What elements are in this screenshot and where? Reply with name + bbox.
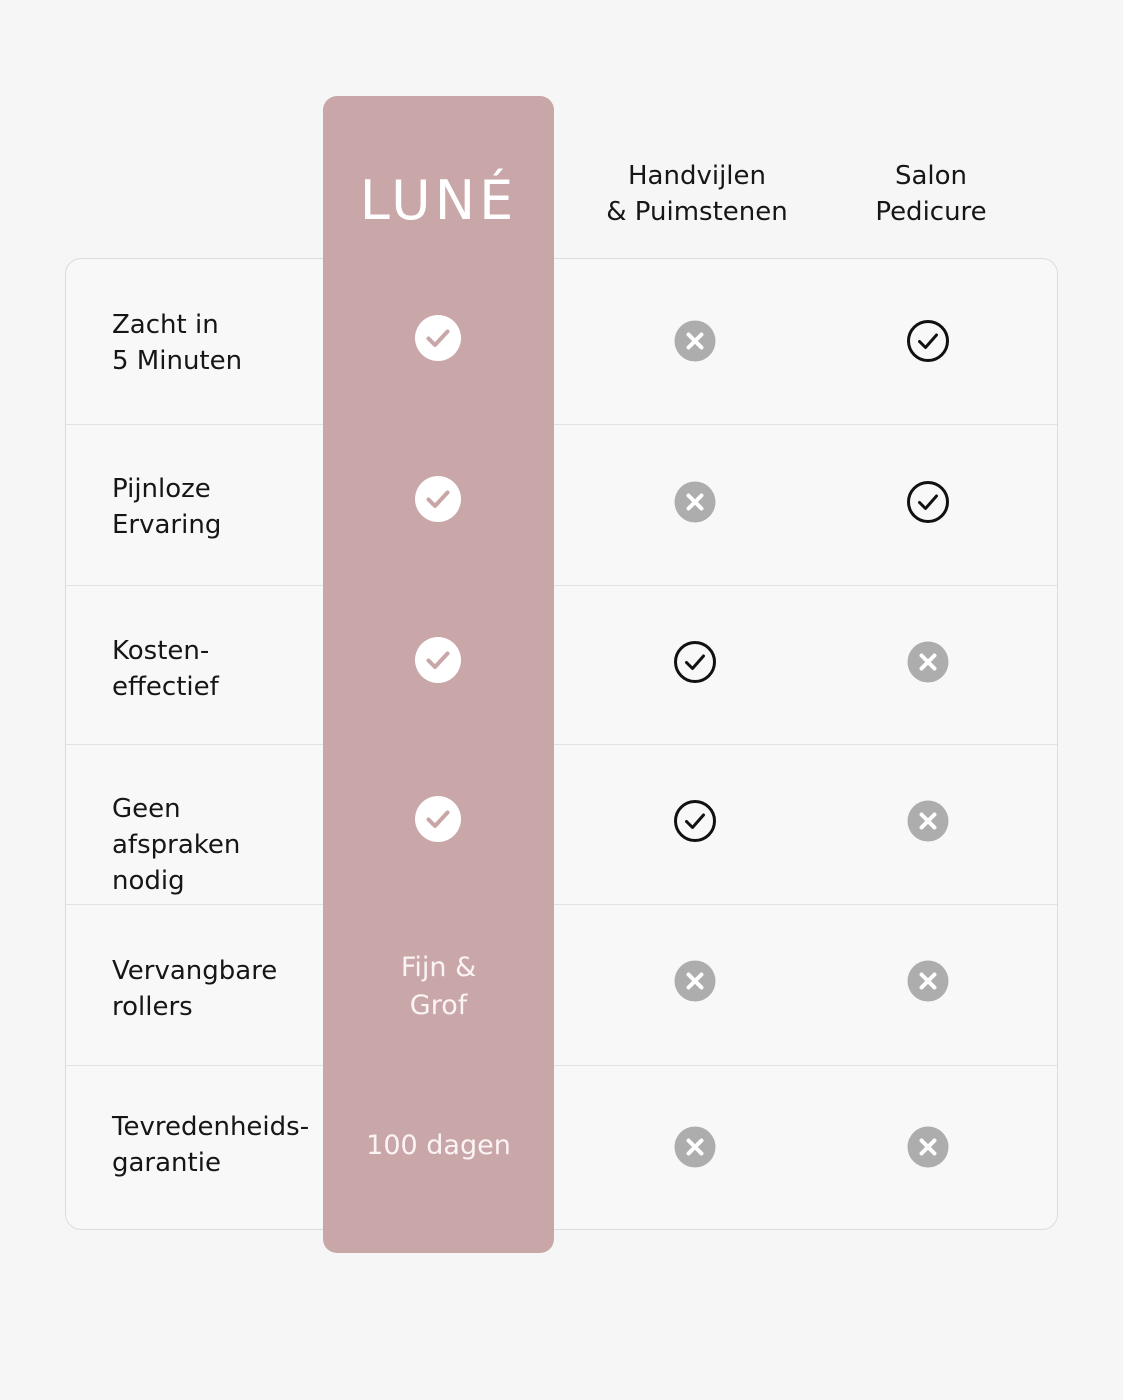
x-circle-gray-icon (672, 1124, 718, 1170)
brand-value-rollers: Fijn & Grof (400, 952, 477, 1021)
check-circle-white-icon (415, 315, 461, 361)
row-divider (66, 904, 1057, 905)
row-divider (66, 1065, 1057, 1066)
column-header-handvijlen: Handvijlen & Puimstenen (606, 161, 788, 227)
check-circle-white-icon (415, 637, 461, 683)
column-header-salon: Salon Pedicure (875, 161, 987, 227)
row-divider (66, 585, 1057, 586)
brand-value-garantie: 100 dagen (366, 1130, 511, 1161)
check-circle-outline-icon (672, 798, 718, 844)
feature-label-garantie: Tevredenheids- garantie (112, 1112, 310, 1178)
feature-label-afspraken: Geen afspraken nodig (112, 794, 241, 896)
feature-label-kosten: Kosten- effectief (112, 636, 219, 702)
feature-label-zacht: Zacht in 5 Minuten (112, 310, 243, 376)
x-circle-gray-icon (672, 479, 718, 525)
row-divider (66, 744, 1057, 745)
x-circle-gray-icon (672, 318, 718, 364)
x-circle-gray-icon (905, 958, 951, 1004)
check-circle-outline-icon (905, 479, 951, 525)
check-circle-outline-icon (905, 318, 951, 364)
x-circle-gray-icon (905, 1124, 951, 1170)
check-circle-white-icon (415, 796, 461, 842)
check-circle-outline-icon (672, 639, 718, 685)
x-circle-gray-icon (672, 958, 718, 1004)
brand-logo: LUNÉ (359, 169, 518, 232)
x-circle-gray-icon (905, 639, 951, 685)
check-circle-white-icon (415, 476, 461, 522)
feature-label-pijnloze: Pijnloze Ervaring (112, 474, 222, 540)
row-divider (66, 424, 1057, 425)
feature-label-rollers: Vervangbare rollers (112, 956, 278, 1022)
x-circle-gray-icon (905, 798, 951, 844)
